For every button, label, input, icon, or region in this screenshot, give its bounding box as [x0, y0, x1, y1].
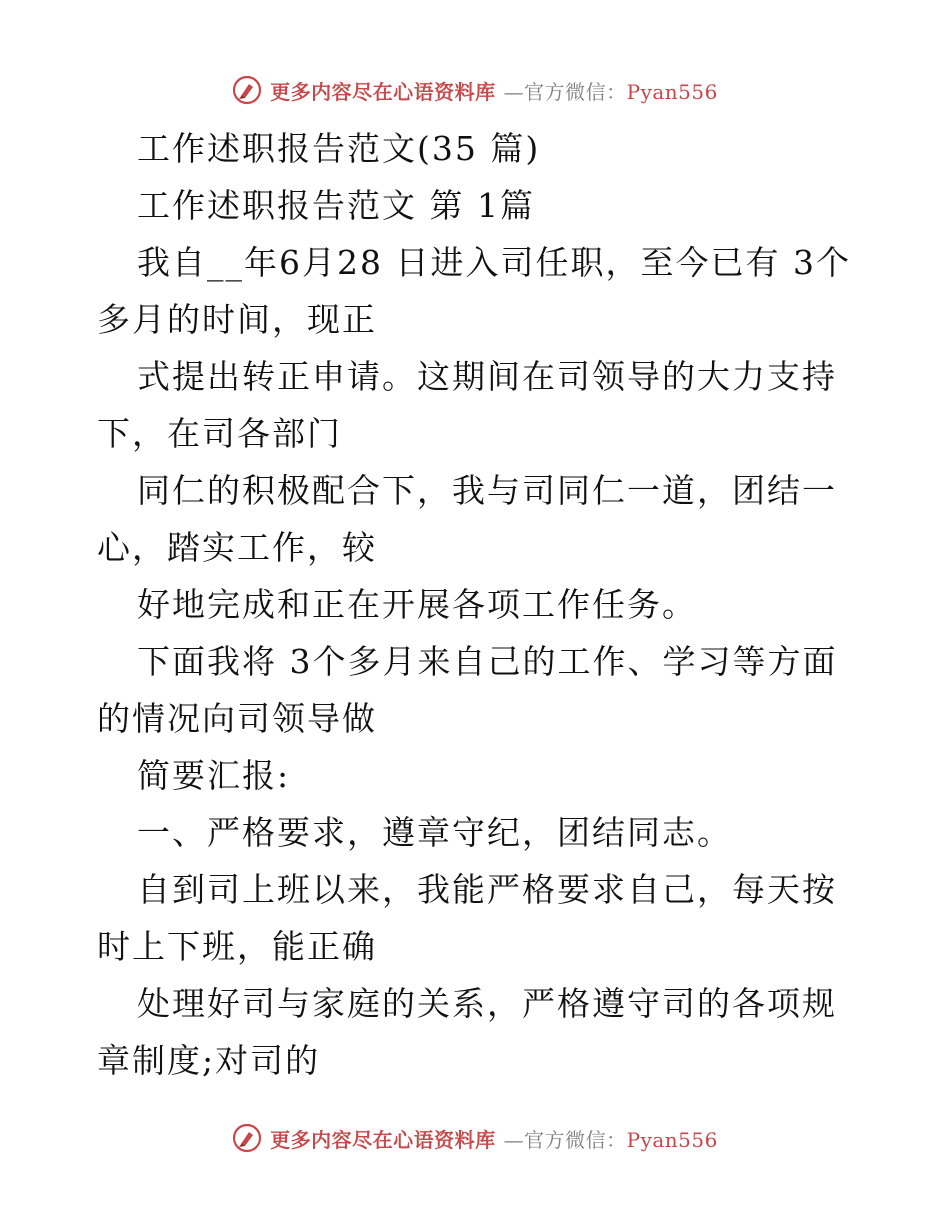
page-footer-banner [0, 1118, 950, 1158]
header-wechat-label: 官方微信： [524, 79, 627, 104]
footer-tail [504, 1124, 718, 1153]
paragraph: 我自__年6月28 日进入司任职，至今已有 3个多月的时间，现正 [97, 243, 851, 339]
header-wechat-id: Pyan556 [626, 79, 718, 104]
paragraph: 同仁的积极配合下，我与司同仁一道，团结一心，踏实工作，较 [97, 471, 837, 567]
header-tail [504, 76, 718, 105]
footer-wechat-label: 官方微信： [524, 1127, 627, 1152]
document-title: 工作述职报告范文(35 篇) [137, 129, 541, 168]
section-heading: 一、严格要求，遵章守纪，团结同志。 [137, 813, 732, 852]
paragraph: 处理好司与家庭的关系，严格遵守司的各项规章制度;对司的 [97, 984, 837, 1080]
pen-nib-logo-icon [232, 1123, 262, 1153]
header-separator: — [503, 79, 525, 104]
paragraph: 简要汇报: [137, 756, 291, 795]
document-body [97, 120, 867, 1089]
paragraph: 下面我将 3个多月来自己的工作、学习等方面的情况向司领导做 [97, 642, 838, 738]
paragraph: 自到司上班以来，我能严格要求自己，每天按时上下班，能正确 [97, 870, 837, 966]
page-header-banner [0, 70, 950, 110]
footer-brand-text: 更多内容尽在心语资料库 [270, 1127, 496, 1152]
footer-wechat-id: Pyan556 [626, 1127, 718, 1152]
header-brand-text: 更多内容尽在心语资料库 [270, 79, 496, 104]
footer-separator: — [503, 1127, 525, 1152]
pen-nib-logo-icon [232, 75, 262, 105]
document-subtitle: 工作述职报告范文 第 1篇 [137, 186, 535, 225]
paragraph: 好地完成和正在开展各项工作任务。 [137, 585, 697, 624]
paragraph: 式提出转正申请。这期间在司领导的大力支持下，在司各部门 [97, 357, 837, 453]
